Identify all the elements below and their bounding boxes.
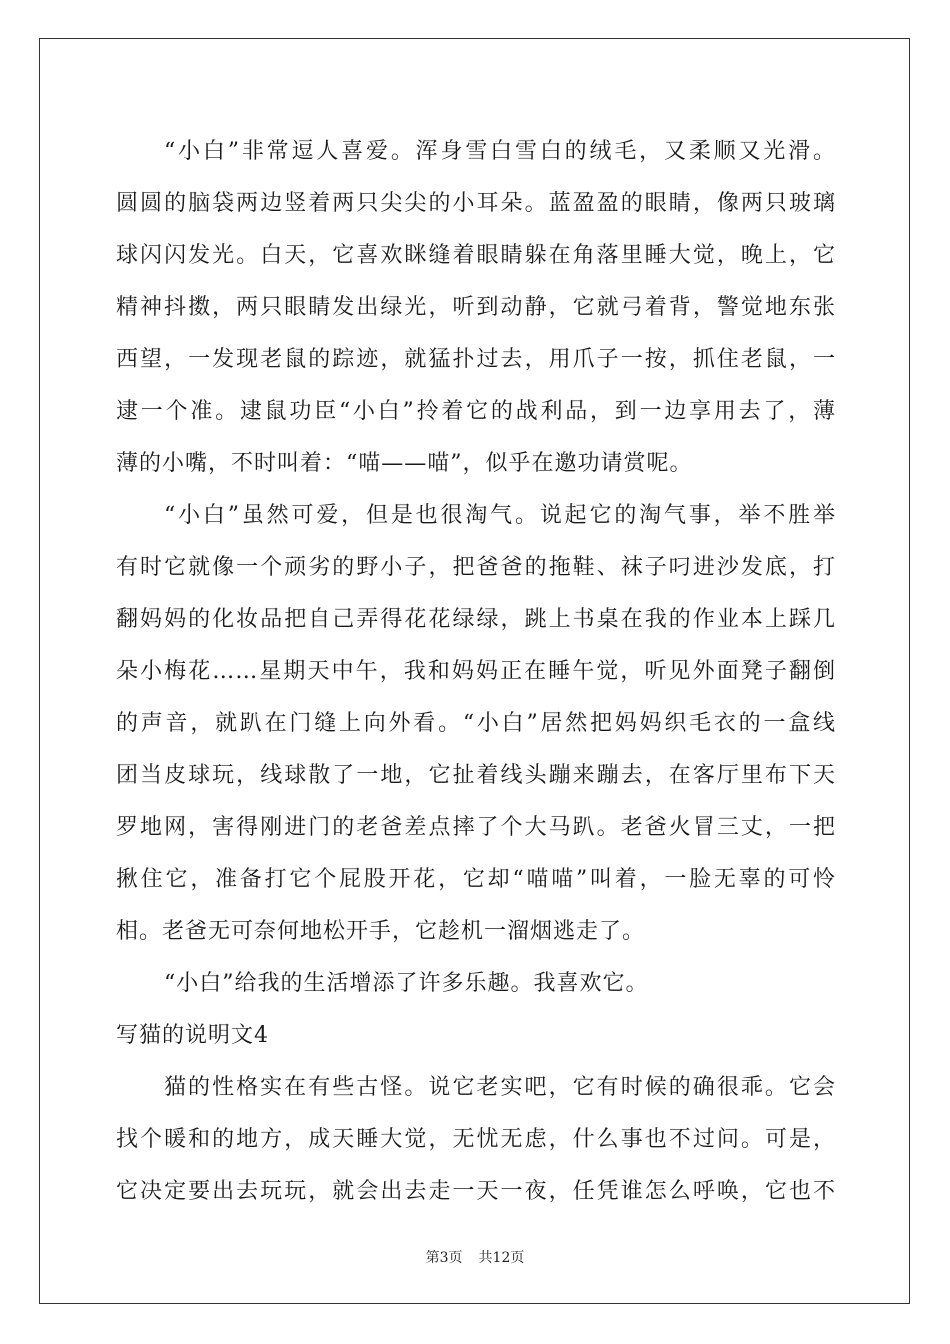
text-line: 圆圆的脑袋两边竖着两只尖尖的小耳朵。蓝盈盈的眼睛，像两只玻璃 <box>116 191 836 216</box>
section-heading: 写猫的说明文4 <box>116 1023 269 1048</box>
text-line: 朵小梅花……星期天中午，我和妈妈正在睡午觉，听见外面凳子翻倒 <box>116 659 836 684</box>
text-line: 逮一个准。逮鼠功臣“小白”拎着它的战利品，到一边享用去了，薄 <box>116 399 836 424</box>
text-line: 罗地网，害得刚进门的老爸差点摔了个大马趴。老爸火冒三丈，一把 <box>116 815 836 840</box>
text-line: 它决定要出去玩玩，就会出去走一天一夜，任凭谁怎么呼唤，它也不 <box>116 1179 836 1204</box>
text-line: “小白”非常逗人喜爱。浑身雪白雪白的绒毛，又柔顺又光滑。 <box>164 139 836 164</box>
text-line: 精神抖擞，两只眼睛发出绿光，听到动静，它就弓着背，警觉地东张 <box>116 295 836 320</box>
text-line: “小白”虽然可爱，但是也很淘气。说起它的淘气事，举不胜举 <box>164 503 836 528</box>
page-number: 第3页 <box>425 1250 463 1266</box>
text-line: 薄的小嘴，不时叫着：“喵——喵”，似乎在邀功请赏呢。 <box>116 451 693 476</box>
page-footer <box>0 1247 950 1267</box>
document-body <box>116 126 836 1218</box>
text-line: 翻妈妈的化妆品把自己弄得花花绿绿，跳上书桌在我的作业本上踩几 <box>116 607 836 632</box>
text-line: 西望，一发现老鼠的踪迹，就猛扑过去，用爪子一按，抓住老鼠，一 <box>116 347 836 372</box>
total-pages: 共12页 <box>478 1250 525 1266</box>
text-line: 球闪闪发光。白天，它喜欢眯缝着眼睛躲在角落里睡大觉，晚上，它 <box>116 243 836 268</box>
text-line: 的声音，就趴在门缝上向外看。“小白”居然把妈妈织毛衣的一盒线 <box>116 711 836 736</box>
text-line: “小白”给我的生活增添了许多乐趣。我喜欢它。 <box>164 971 649 996</box>
text-line: 猫的性格实在有些古怪。说它老实吧，它有时候的确很乖。它会 <box>164 1075 836 1100</box>
text-line: 相。老爸无可奈何地松开手，它趁机一溜烟逃走了。 <box>116 919 646 944</box>
text-line: 揪住它，准备打它个屁股开花，它却“喵喵”叫着，一脸无辜的可怜 <box>116 867 836 892</box>
text-line: 找个暖和的地方，成天睡大觉，无忧无虑，什么事也不过问。可是， <box>116 1127 836 1152</box>
text-line: 有时它就像一个顽劣的野小子，把爸爸的拖鞋、袜子叼进沙发底，打 <box>116 555 836 580</box>
text-line: 团当皮球玩，线球散了一地，它扯着线头蹦来蹦去，在客厅里布下天 <box>116 763 836 788</box>
